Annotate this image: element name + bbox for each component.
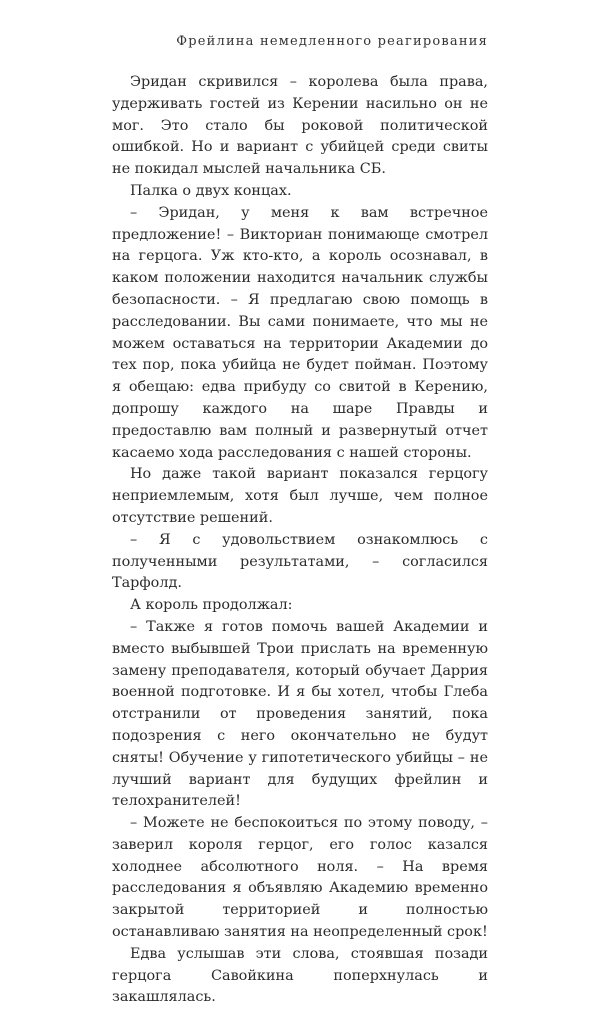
paragraph: Эридан скривился – королева была права, удерживать гостей из Керении насильно он не мог. Это стало бы роковой политической ошибкой. Но и вариант с убийцей среди свиты не покидал мыслей начальника СБ. (112, 74, 488, 178)
running-header: Фрейлина немедленного реагирования (176, 34, 488, 49)
paragraph: – Я с удовольствием ознакомлюсь с полученными результатами, – согласился Тарфолд. (112, 531, 488, 592)
paragraph: Палка о двух концах. (130, 182, 292, 199)
paragraph: Едва услышав эти слова, стоявшая позади герцога Савойкина поперхнулась и закашлялась. (112, 945, 488, 1006)
paragraph: А король продолжал: (130, 597, 293, 614)
paragraph: – Можете не беспокоиться по этому поводу, – заверил короля герцог, его голос казался холоднее абсолютного ноля. – На время расследования я объявляю Академию временно закрытой территорией и полностью останавливаю занятия на неопределенный срок! (112, 815, 488, 941)
paragraph: – Эридан, у меня к вам встречное предложение! – Викториан понимающе смотрел на герцога. Уж кто-кто, а король осознавал, в каком положении находится начальник службы безопасности. – Я предлагаю свою помощь в расследовании. Вы сами понимаете, что мы не можем оставаться на территории Академии до тех пор, пока убийца не будет пойман. Поэтому я обещаю: едва прибуду со свитой в Керению, допрошу каждого на шаре Правды и предоставлю вам полный и развернутый отчет касаемо хода расследования с нашей стороны. (112, 204, 488, 461)
paragraph: – Также я готов помочь вашей Академии и вместо выбывшей Трои прислать на временную замену преподавателя, который обучает Даррия военной подготовке. И я бы хотел, чтобы Глеба отстранили от проведения занятий, пока подозрения с него окончательно не будут сняты! Обучение у гипотетического убийцы – не лучший вариант для будущих фрейлин и телохранителей! (112, 618, 488, 810)
paragraph: Но даже такой вариант показался герцогу неприемлемым, хотя был лучше, чем полное отсутствие решений. (112, 466, 488, 526)
body-text (112, 72, 488, 1009)
